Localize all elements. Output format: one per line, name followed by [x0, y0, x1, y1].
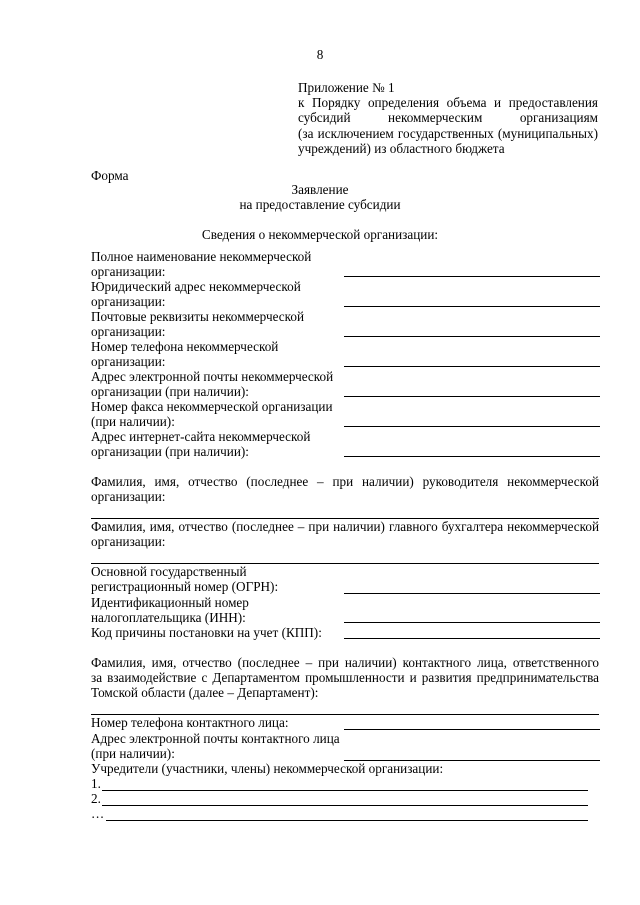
appendix-line: к Порядку определения объема и предоставления [298, 95, 598, 111]
field-inn-label [91, 595, 341, 625]
contact-fio-label [91, 655, 599, 701]
field-label-line: (при наличии): [91, 746, 175, 762]
accountant-fio-label [91, 519, 599, 549]
document-title [0, 182, 640, 212]
field-label-line: организации: [91, 354, 166, 370]
inn-input-line[interactable] [344, 622, 600, 623]
paragraph-line: Томской области (далее – Департамент): [91, 685, 319, 701]
paragraph-line: Фамилия, имя, отчество (последнее – при наличии) руководителя некоммерческой [91, 474, 599, 489]
field-label-line: (при наличии): [91, 414, 175, 430]
founders-heading: Учредители (участники, члены) некоммерческой организации: [91, 761, 444, 776]
field-label-line: Адрес интернет-сайта некоммерческой [91, 429, 311, 444]
appendix-line: субсидий некоммерческим организациям [298, 110, 598, 126]
field-label-line: Почтовые реквизиты некоммерческой [91, 309, 305, 324]
founder-number: 1. [91, 776, 101, 791]
page-number: 8 [316, 47, 324, 62]
appendix-line: Приложение № 1 [298, 80, 395, 95]
field-label-line: Номер факса некоммерческой организации [91, 399, 333, 414]
appendix-line: учреждений) из областного бюджета [298, 140, 505, 156]
field-label-line: Номер телефона контактного лица: [91, 715, 289, 730]
field-label-line: Номер телефона некоммерческой [91, 339, 279, 354]
field-label-line: Адрес электронной почты контактного лица [91, 731, 340, 746]
field-label-line: Основной государственный [91, 564, 247, 579]
field-kpp-label [91, 625, 341, 640]
ogrn-input-line[interactable] [344, 593, 600, 594]
field-label-line: организации (при наличии): [91, 384, 249, 400]
field-ogrn-label [91, 564, 341, 594]
field-label-line: Идентификационный номер [91, 595, 249, 610]
field-phone-label [91, 339, 341, 369]
field-label-line: налогоплательщика (ИНН): [91, 610, 246, 626]
field-label-line: организации (при наличии): [91, 444, 249, 460]
kpp-input-line[interactable] [344, 638, 600, 639]
email-input-line[interactable] [344, 396, 600, 397]
field-website-label [91, 429, 341, 459]
section-heading: Сведения о некоммерческой организации: [201, 227, 439, 242]
founder-1-input-line[interactable] [102, 790, 588, 791]
full-name-input-line[interactable] [344, 276, 600, 277]
founder-2-input-line[interactable] [102, 805, 588, 806]
phone-input-line[interactable] [344, 366, 600, 367]
contact-phone-input-line[interactable] [344, 729, 600, 730]
field-label-line: Код причины постановки на учет (КПП): [91, 625, 322, 640]
title-line: на предоставление субсидии [239, 197, 401, 213]
form-label: Форма [91, 168, 129, 183]
field-full-name-label [91, 249, 341, 279]
paragraph-line: Фамилия, имя, отчество (последнее – при наличии) главного бухгалтера некоммерческой [91, 519, 599, 534]
legal-address-input-line[interactable] [344, 306, 600, 307]
fax-input-line[interactable] [344, 426, 600, 427]
field-email-label [91, 369, 341, 399]
field-label-line: Полное наименование некоммерческой [91, 249, 312, 264]
founder-number: … [91, 806, 105, 821]
paragraph-line: организации: [91, 534, 166, 550]
paragraph-line: за взаимодействие с Департаментом промышленности и развития предпринимательства [91, 670, 599, 686]
appendix-header [298, 80, 598, 156]
postal-details-input-line[interactable] [344, 336, 600, 337]
paragraph-line: Фамилия, имя, отчество (последнее – при наличии) контактного лица, ответственного [91, 655, 599, 670]
appendix-line: (за исключением государственных (муниципальных) [298, 125, 598, 141]
field-label-line: регистрационный номер (ОГРН): [91, 579, 279, 595]
paragraph-line: организации: [91, 489, 166, 505]
field-label-line: организации: [91, 324, 166, 340]
founder-more-input-line[interactable] [106, 820, 588, 821]
field-contact-email-label [91, 731, 341, 761]
field-label-line: Адрес электронной почты некоммерческой [91, 369, 334, 384]
head-fio-label [91, 474, 599, 504]
title-line: Заявление [291, 182, 349, 197]
field-label-line: организации: [91, 264, 166, 280]
website-input-line[interactable] [344, 456, 600, 457]
field-fax-label [91, 399, 341, 429]
field-postal-details-label [91, 309, 341, 339]
founder-number: 2. [91, 791, 101, 806]
field-legal-address-label [91, 279, 341, 309]
field-contact-phone-label [91, 715, 341, 730]
field-label-line: Юридический адрес некоммерческой [91, 279, 301, 294]
field-label-line: организации: [91, 294, 166, 310]
